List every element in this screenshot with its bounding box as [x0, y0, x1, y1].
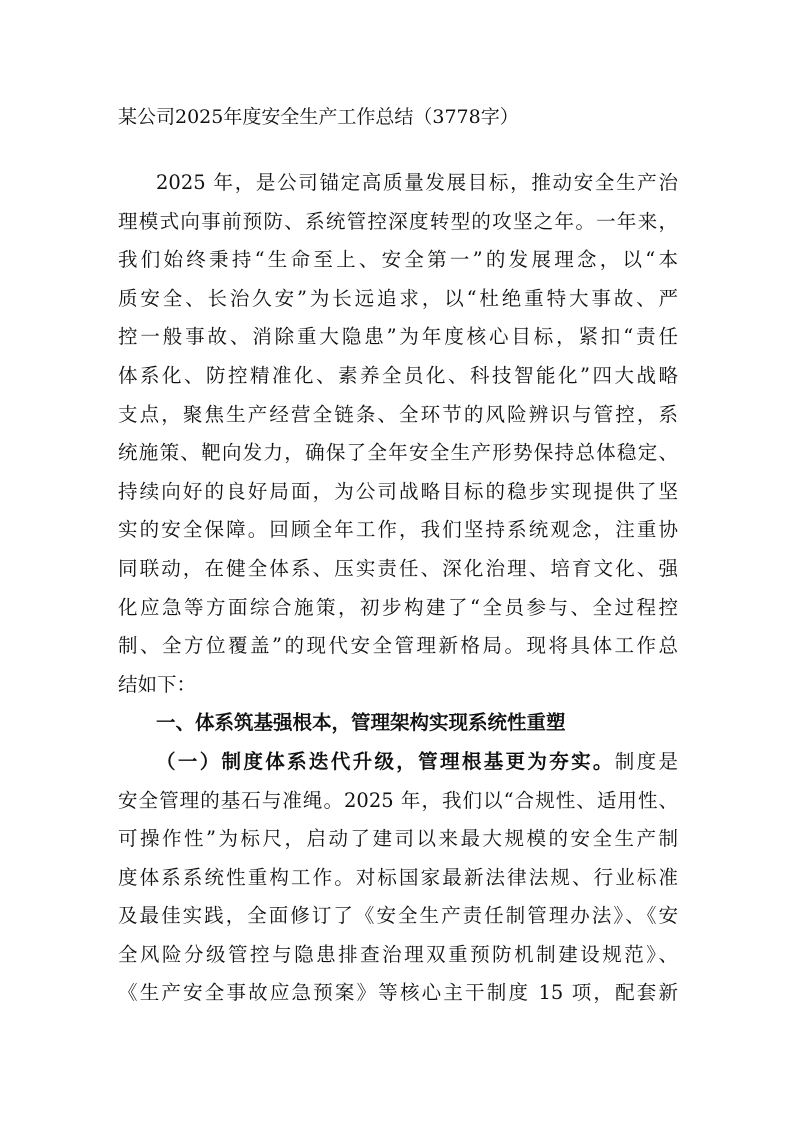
- paragraph-line: 持续向好的良好局面，为公司战略目标的稳步实现提供了坚: [118, 479, 678, 503]
- paragraph-line: 理模式向事前预防、系统管控深度转型的攻坚之年。一年来，: [118, 209, 678, 233]
- paragraph-line: 《生产安全事故应急预案》等核心主干制度 15 项，配套新: [118, 981, 678, 1005]
- paragraph-line: 制、全方位覆盖”的现代安全管理新格局。现将具体工作总: [118, 634, 678, 658]
- paragraph-line: 安全管理的基石与准绳。2025 年，我们以“合规性、适用性、: [118, 788, 678, 812]
- paragraph-line: 控一般事故、消除重大隐患”为年度核心目标，紧扣“责任: [118, 325, 678, 349]
- paragraph-line: 2025 年，是公司锚定高质量发展目标，推动安全生产治: [156, 171, 678, 194]
- paragraph-line: 及最佳实践，全面修订了《安全生产责任制管理办法》、《安: [118, 904, 678, 928]
- paragraph-line: 度体系系统性重构工作。对标国家最新法律法规、行业标准: [118, 865, 678, 889]
- paragraph-line: 支点，聚焦生产经营全链条、全环节的风险辨识与管控，系: [118, 402, 678, 426]
- paragraph-line: 全风险分级管控与隐患排查治理双重预防机制建设规范》、: [118, 942, 678, 966]
- paragraph-line: 同联动，在健全体系、压实责任、深化治理、培育文化、强: [118, 556, 678, 580]
- subsection-line: [118, 743, 678, 782]
- paragraph-line: 结如下：: [118, 672, 197, 696]
- section-heading: 一、体系筑基强根本，管理架构实现系统性重塑: [156, 711, 566, 735]
- paragraph-line: 质安全、长治久安”为长远追求，以“杜绝重特大事故、严: [118, 286, 678, 310]
- paragraph-line: 化应急等方面综合施策，初步构建了“全员参与、全过程控: [118, 595, 678, 619]
- subsection-text: 制度是: [614, 749, 678, 773]
- paragraph-line: 可操作性”为标尺，启动了建司以来最大规模的安全生产制: [118, 827, 678, 851]
- paragraph-line: 实的安全保障。回顾全年工作，我们坚持系统观念，注重协: [118, 518, 678, 542]
- paragraph-line: 我们始终秉持“生命至上、安全第一”的发展理念，以“本: [118, 248, 678, 272]
- document-title: 某公司2025年度安全生产工作总结（3778字）: [118, 106, 519, 128]
- subsection-heading: （一）制度体系迭代升级，管理根基更为夯实。: [156, 749, 615, 773]
- document-body: [118, 164, 678, 1013]
- paragraph-line: 体系化、防控精准化、素养全员化、科技智能化”四大战略: [118, 363, 678, 387]
- paragraph-line: 统施策、靶向发力，确保了全年安全生产形势保持总体稳定、: [118, 441, 678, 465]
